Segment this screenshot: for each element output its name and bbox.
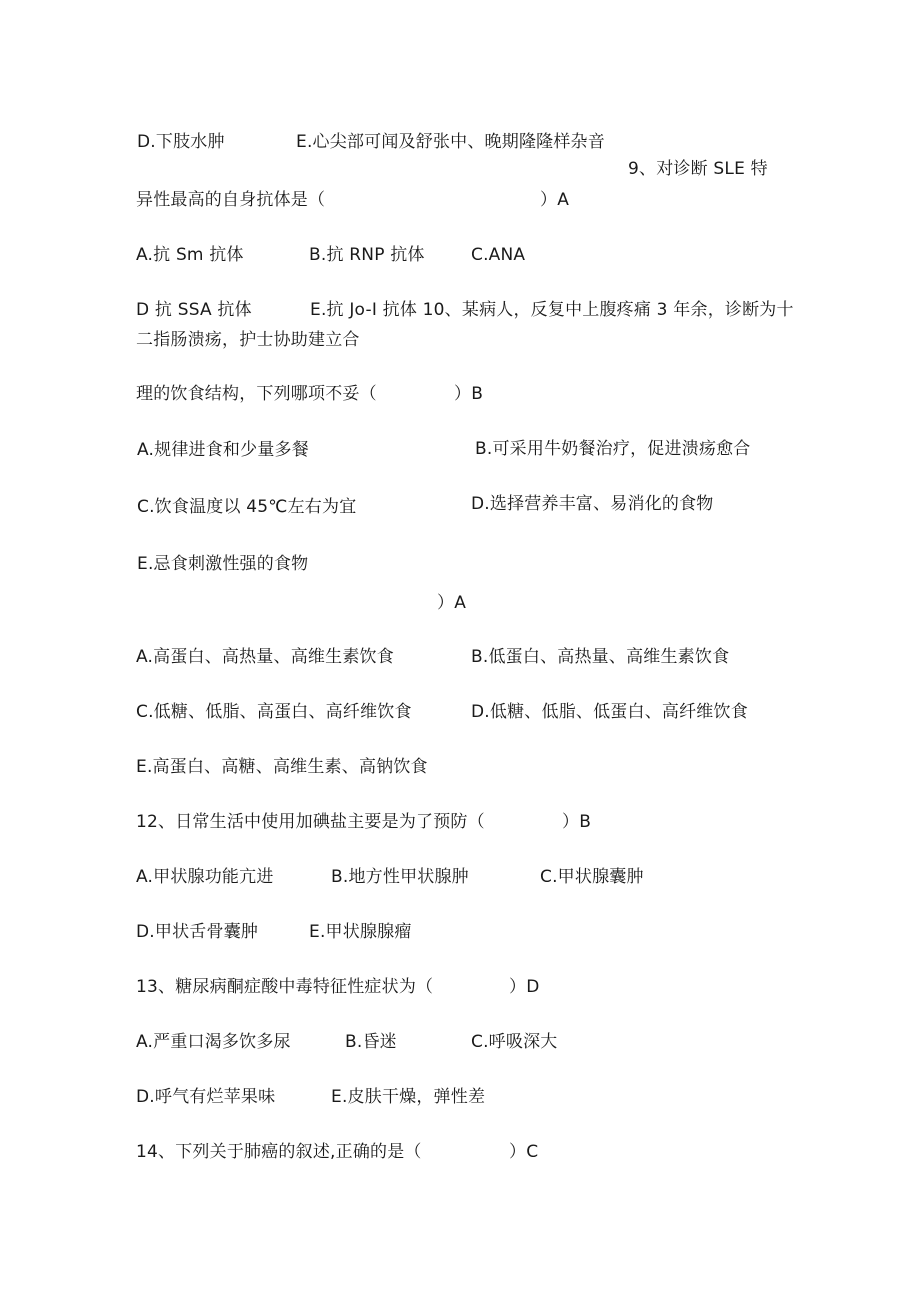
q11-option-d: D.低糖、低脂、低蛋白、高纤维饮食 — [471, 702, 748, 722]
q9-answer: ）A — [540, 190, 570, 210]
q9-stem: 异性最高的自身抗体是（ — [136, 190, 326, 210]
q13-option-a: A.严重口渴多饮多尿 — [136, 1032, 291, 1052]
q10-stem-cont: 二指肠溃疡，护士协助建立合 — [136, 330, 360, 350]
q10-option-e: E.忌食刺激性强的食物 — [137, 554, 309, 574]
q8-option-d: D.下肢水肿 — [137, 132, 225, 152]
q10-answer: ）B — [454, 384, 484, 404]
q12-option-d: D.甲状舌骨囊肿 — [136, 922, 259, 942]
q10-stem: 理的饮食结构，下列哪项不妥（ — [136, 384, 377, 404]
q11-option-e: E.高蛋白、高糖、高维生素、高钠饮食 — [136, 757, 428, 777]
q10-option-a: A.规律进食和少量多餐 — [137, 440, 309, 460]
q12-option-e: E.甲状腺腺瘤 — [309, 922, 412, 942]
q11-option-b: B.低蛋白、高热量、高维生素饮食 — [471, 647, 730, 667]
q13-stem: 13、糖尿病酮症酸中毒特征性症状为（ — [136, 977, 434, 997]
q9-option-d: D 抗 SSA 抗体 — [136, 300, 252, 320]
q10-option-d: D.选择营养丰富、易消化的食物 — [471, 494, 714, 514]
q11-answer: ）A — [437, 593, 467, 613]
q12-option-a: A.甲状腺功能亢进 — [136, 867, 274, 887]
q11-option-a: A.高蛋白、高热量、高维生素饮食 — [136, 647, 394, 667]
q12-option-b: B.地方性甲状腺肿 — [331, 867, 469, 887]
q10-option-b: B.可采用牛奶餐治疗，促进溃疡愈合 — [475, 439, 751, 459]
q12-stem: 12、日常生活中使用加碘盐主要是为了预防（ — [136, 812, 485, 832]
q9-option-c: C.ANA — [471, 245, 526, 265]
q13-answer: ）D — [509, 977, 540, 997]
q14-stem: 14、下列关于肺癌的叙述,正确的是（ — [136, 1142, 422, 1162]
q8-option-e: E.心尖部可闻及舒张中、晚期隆隆样杂音 — [296, 132, 605, 152]
q9-stem-start: 9、对诊断 SLE 特 — [628, 159, 768, 179]
q13-option-e: E.皮肤干燥，弹性差 — [331, 1087, 486, 1107]
q11-option-c: C.低糖、低脂、高蛋白、高纤维饮食 — [136, 702, 412, 722]
q9-option-e-q10-stem: E.抗 Jo-I 抗体 10、某病人，反复中上腹疼痛 3 年余，诊断为十 — [310, 300, 794, 320]
q13-option-b: B.昏迷 — [345, 1032, 397, 1052]
q13-option-d: D.呼气有烂苹果味 — [136, 1087, 276, 1107]
q9-option-b: B.抗 RNP 抗体 — [309, 245, 425, 265]
q14-answer: ）C — [509, 1142, 539, 1162]
q13-option-c: C.呼吸深大 — [471, 1032, 558, 1052]
q12-option-c: C.甲状腺囊肿 — [540, 867, 644, 887]
q10-option-c: C.饮食温度以 45℃左右为宜 — [137, 497, 357, 517]
q9-option-a: A.抗 Sm 抗体 — [136, 245, 244, 265]
q12-answer: ）B — [562, 812, 592, 832]
